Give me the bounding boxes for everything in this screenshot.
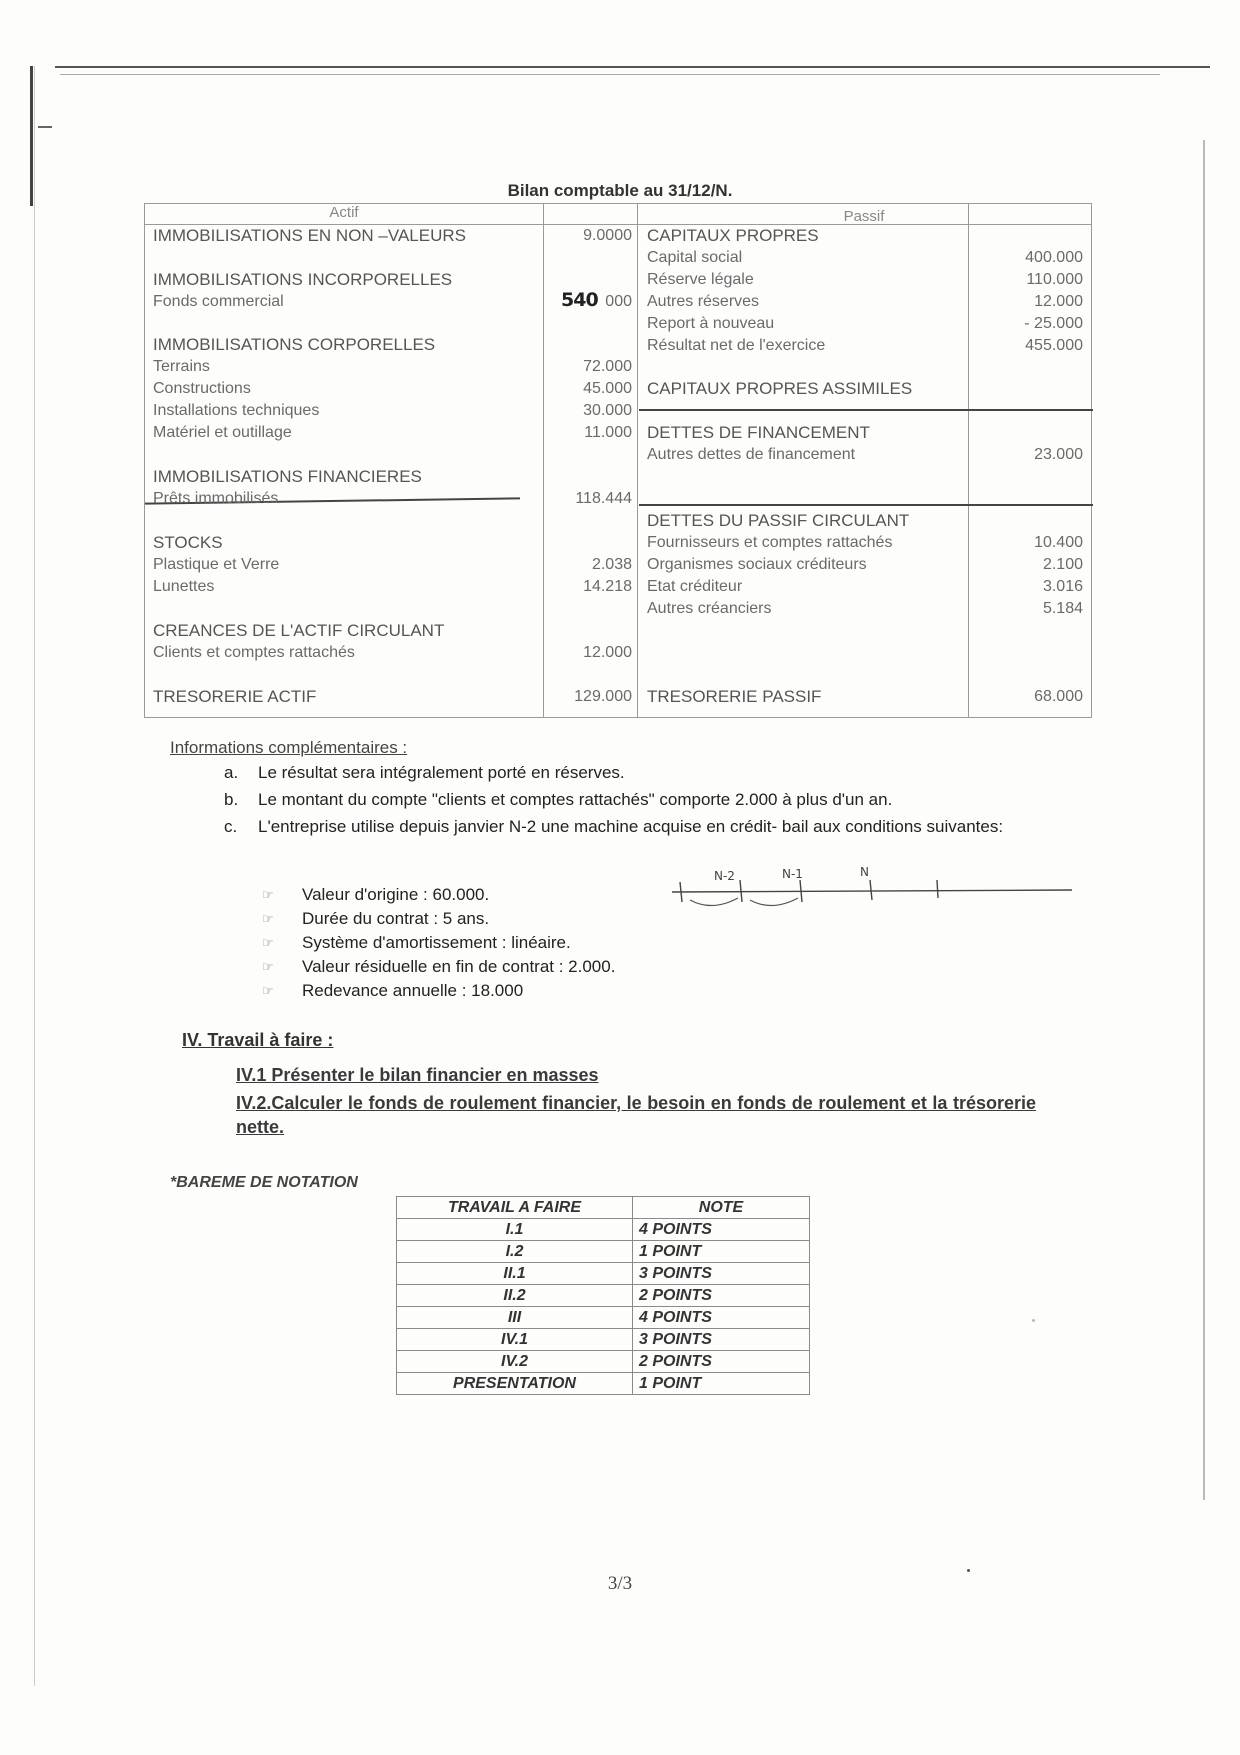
actif-header: Actif xyxy=(329,204,359,221)
travail-item: IV.1 Présenter le bilan financier en masses xyxy=(236,1065,599,1085)
scan-speck xyxy=(1032,1319,1035,1322)
passif-value: 68.000 xyxy=(1034,688,1083,705)
actif-value: 118.444 xyxy=(575,490,632,507)
condition-item xyxy=(262,907,615,931)
passif-value: - 25.000 xyxy=(1024,315,1083,332)
bareme-header-cell: TRAVAIL A FAIRE xyxy=(397,1197,633,1219)
actif-value: 129.000 xyxy=(574,688,632,705)
passif-header: Passif xyxy=(843,208,885,225)
bareme-row xyxy=(397,1219,810,1241)
bareme-row xyxy=(397,1373,810,1395)
info-title: Informations complémentaires : xyxy=(170,738,408,757)
actif-label: Installations techniques xyxy=(153,402,320,419)
bareme-row xyxy=(397,1263,810,1285)
condition-item xyxy=(262,931,615,955)
condition-text: Redevance annuelle : 18.000 xyxy=(302,981,524,1000)
passif-value: 110.000 xyxy=(1026,271,1083,288)
timeline-label: N xyxy=(860,866,869,879)
bareme-row xyxy=(397,1351,810,1373)
scan-border-top-faint xyxy=(60,74,1160,75)
bareme-row xyxy=(397,1241,810,1263)
scan-speck xyxy=(967,1569,970,1572)
condition-item xyxy=(262,979,615,1003)
passif-value: 3.016 xyxy=(1042,578,1083,595)
actif-label: Terrains xyxy=(153,358,210,375)
bareme-row xyxy=(397,1307,810,1329)
bareme-cell: 2 POINTS xyxy=(633,1285,810,1307)
passif-value: 10.400 xyxy=(1034,534,1083,551)
condition-text: Durée du contrat : 5 ans. xyxy=(302,909,490,928)
passif-label: Résultat net de l'exercice xyxy=(647,337,826,354)
section-rule xyxy=(639,504,1093,506)
info-item-letter: b. xyxy=(224,790,239,809)
bareme-cell: 2 POINTS xyxy=(633,1351,810,1373)
bareme-cell: 4 POINTS xyxy=(633,1219,810,1241)
condition-text: Valeur d'origine : 60.000. xyxy=(302,885,490,904)
passif-label: Autres réserves xyxy=(647,293,760,310)
bullet-icon: ☞ xyxy=(262,887,274,902)
bareme-cell: I.1 xyxy=(397,1219,633,1241)
passif-value: 12.000 xyxy=(1034,293,1083,310)
bullet-icon: ☞ xyxy=(262,935,274,950)
actif-label: CREANCES DE L'ACTIF CIRCULANT xyxy=(153,621,445,640)
actif-value: 2.038 xyxy=(591,556,632,573)
condition-item xyxy=(262,955,615,979)
actif-label: Matériel et outillage xyxy=(153,424,292,441)
actif-value: 14.218 xyxy=(583,578,632,595)
info-item xyxy=(224,761,1044,784)
actif-label: IMMOBILISATIONS FINANCIERES xyxy=(153,467,422,486)
bareme-cell: IV.2 xyxy=(397,1351,633,1373)
passif-value: 2.100 xyxy=(1042,556,1083,573)
bareme-cell: II.2 xyxy=(397,1285,633,1307)
actif-label: STOCKS xyxy=(153,533,223,552)
column-separator xyxy=(543,204,544,717)
passif-value: 5.184 xyxy=(1042,600,1083,617)
actif-label: Lunettes xyxy=(153,578,215,595)
info-item xyxy=(224,815,1044,838)
info-item-text: Le montant du compte "clients et comptes rattachés" comporte 2.000 à plus d'un an. xyxy=(258,790,893,809)
handwritten-timeline xyxy=(672,866,1082,916)
passif-label: Fournisseurs et comptes rattachés xyxy=(647,534,893,551)
actif-label: Prêts immobilisés xyxy=(153,490,279,507)
condition-text: Système d'amortissement : linéaire. xyxy=(302,933,571,952)
passif-label: Report à nouveau xyxy=(647,315,775,332)
handwritten-correction: 540 xyxy=(561,289,598,311)
bareme-title: *BAREME DE NOTATION xyxy=(170,1174,358,1191)
actif-value: 45.000 xyxy=(583,380,632,397)
conditions-list xyxy=(262,883,615,1003)
actif-label: Plastique et Verre xyxy=(153,556,280,573)
scan-border-right xyxy=(1203,140,1205,1500)
bareme-header-cell: NOTE xyxy=(633,1197,810,1219)
scan-mark xyxy=(38,126,52,128)
bareme-cell: IV.1 xyxy=(397,1329,633,1351)
passif-value: 455.000 xyxy=(1025,337,1083,354)
travail-title: IV. Travail à faire : xyxy=(182,1030,334,1050)
passif-label: Réserve légale xyxy=(647,271,754,288)
info-item-text: L'entreprise utilise depuis janvier N-2 une machine acquise en crédit- bail aux conditions suivantes: xyxy=(258,817,1004,836)
column-separator xyxy=(637,204,638,717)
passif-label: CAPITAUX PROPRES xyxy=(647,226,819,245)
condition-item xyxy=(262,883,615,907)
bullet-icon: ☞ xyxy=(262,959,274,974)
info-item-letter: a. xyxy=(224,763,239,782)
bullet-icon: ☞ xyxy=(262,983,274,998)
passif-value: 400.000 xyxy=(1025,249,1083,266)
info-item-text: Le résultat sera intégralement porté en réserves. xyxy=(258,763,625,782)
bareme-row xyxy=(397,1285,810,1307)
timeline-label: N-2 xyxy=(714,869,735,883)
passif-label: Autres créanciers xyxy=(647,600,772,617)
bareme-cell: 4 POINTS xyxy=(633,1307,810,1329)
bareme-row xyxy=(397,1329,810,1351)
bareme-cell: 1 POINT xyxy=(633,1241,810,1263)
actif-label: IMMOBILISATIONS INCORPORELLES xyxy=(153,270,453,289)
actif-value: 72.000 xyxy=(583,358,632,375)
passif-label: DETTES DE FINANCEMENT xyxy=(647,423,870,442)
travail-item: IV.2.Calculer le fonds de roulement financier, le besoin en fonds de roulement et la trésorerie nette. xyxy=(236,1093,1036,1137)
actif-value: 000 xyxy=(605,293,632,310)
page-number: 3/3 xyxy=(607,1573,633,1594)
condition-text: Valeur résiduelle en fin de contrat : 2.000. xyxy=(302,957,616,976)
actif-label: IMMOBILISATIONS CORPORELLES xyxy=(153,335,436,354)
bilan-table xyxy=(144,203,1092,718)
passif-label: CAPITAUX PROPRES ASSIMILES xyxy=(647,379,913,398)
passif-value: 23.000 xyxy=(1034,446,1083,463)
passif-label: TRESORERIE PASSIF xyxy=(647,687,822,706)
actif-label: IMMOBILISATIONS EN NON –VALEURS xyxy=(153,226,466,245)
actif-value: 12.000 xyxy=(583,644,632,661)
bilan-title: Bilan comptable au 31/12/N. xyxy=(507,181,733,200)
bareme-cell: I.2 xyxy=(397,1241,633,1263)
passif-label: Autres dettes de financement xyxy=(647,446,856,463)
info-item xyxy=(224,788,1044,811)
actif-value: 9.0000 xyxy=(583,227,632,244)
actif-label: TRESORERIE ACTIF xyxy=(153,687,317,706)
scan-border-top xyxy=(55,66,1210,68)
passif-label: DETTES DU PASSIF CIRCULANT xyxy=(647,511,910,530)
bareme-cell: PRESENTATION xyxy=(397,1373,633,1395)
actif-label: Constructions xyxy=(153,380,251,397)
actif-label: Fonds commercial xyxy=(153,293,284,310)
bareme-cell: 1 POINT xyxy=(633,1373,810,1395)
passif-label: Organismes sociaux créditeurs xyxy=(647,556,867,573)
bareme-cell: 3 POINTS xyxy=(633,1329,810,1351)
bareme-table xyxy=(396,1196,810,1395)
bareme-cell: III xyxy=(397,1307,633,1329)
scan-border-left-faint xyxy=(34,66,35,1686)
actif-value: 30.000 xyxy=(583,402,632,419)
section-rule xyxy=(639,409,1093,411)
bullet-icon: ☞ xyxy=(262,911,274,926)
passif-label: Etat créditeur xyxy=(647,578,743,595)
info-item-letter: c. xyxy=(224,817,238,836)
timeline-label: N-1 xyxy=(782,867,803,881)
info-list xyxy=(224,761,1044,842)
bareme-header-row xyxy=(397,1197,810,1219)
actif-label: Clients et comptes rattachés xyxy=(153,644,355,661)
bareme-cell: II.1 xyxy=(397,1263,633,1285)
passif-label: Capital social xyxy=(647,249,743,266)
actif-value: 11.000 xyxy=(584,424,632,441)
bareme-cell: 3 POINTS xyxy=(633,1263,810,1285)
